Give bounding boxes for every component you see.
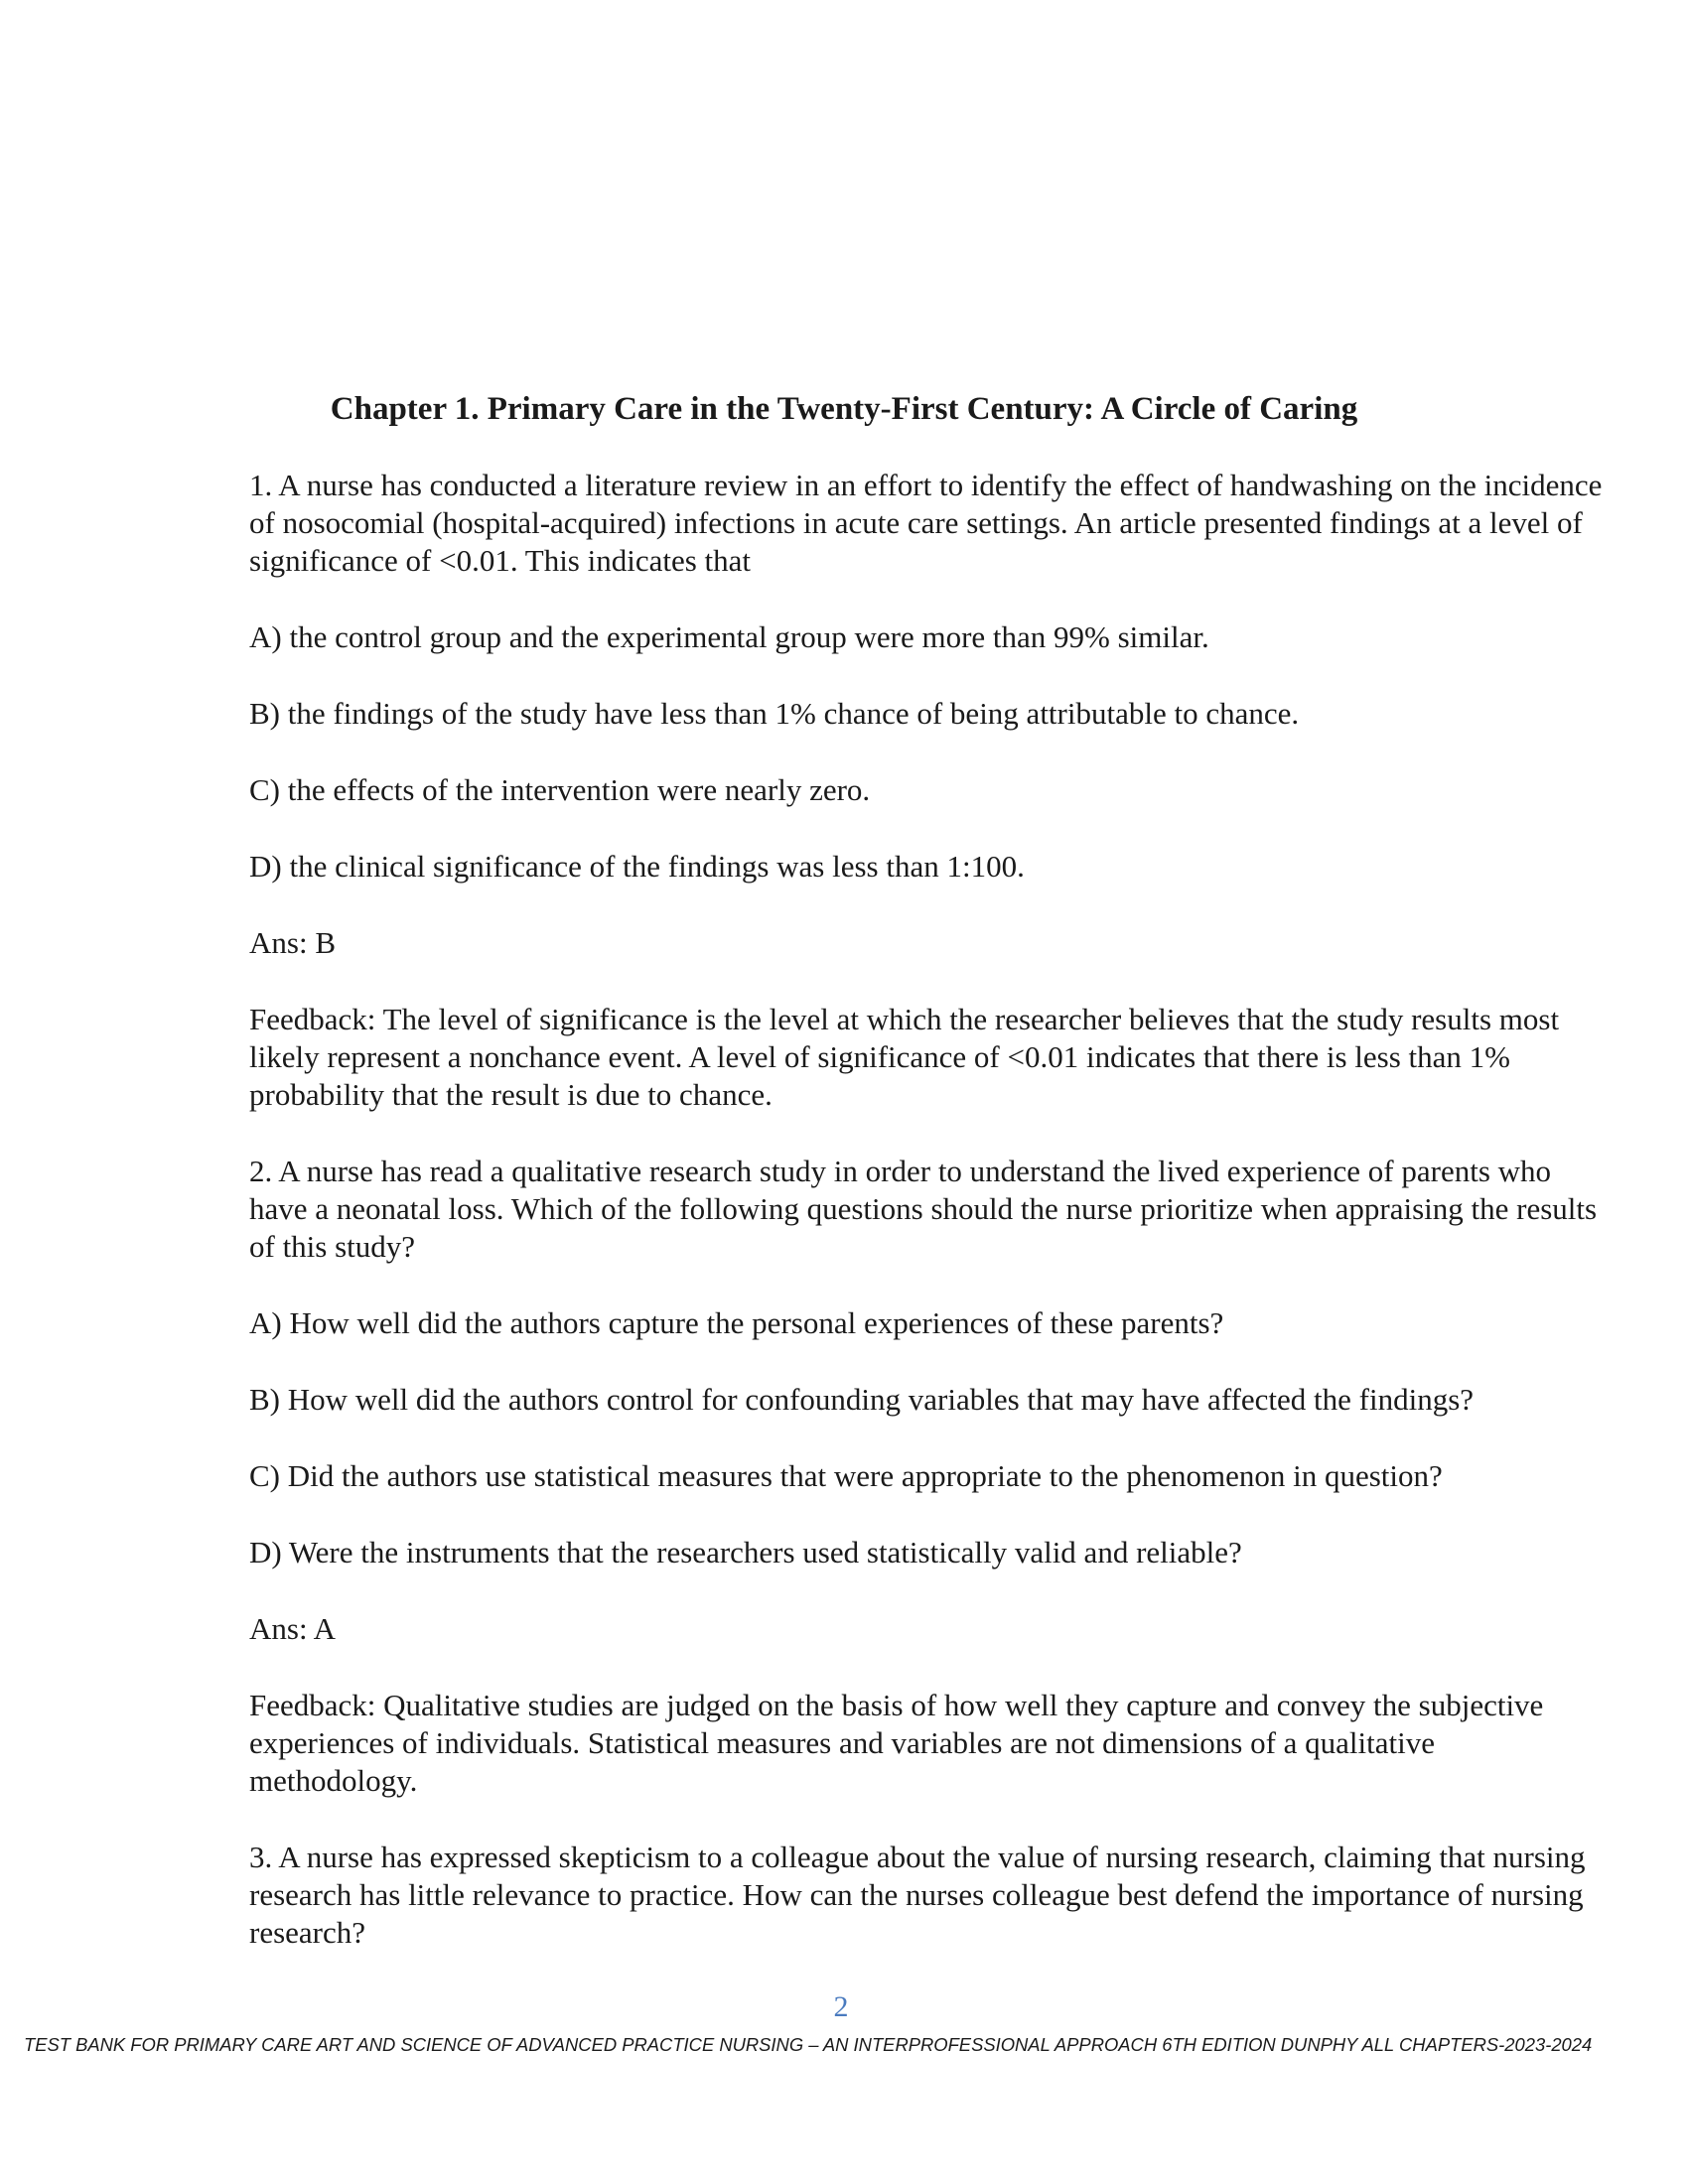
- question-2-stem: 2. A nurse has read a qualitative research study in order to understand the lived experience of parents who have a neonatal loss. Which of the following questions should the nurse prioritize when appraising the results of this study?: [249, 1154, 1598, 1264]
- question-2-answer: Ans: A: [249, 1611, 336, 1646]
- question-1-option-c: C) the effects of the intervention were nearly zero.: [249, 772, 871, 807]
- question-2-feedback: Feedback: Qualitative studies are judged on the basis of how well they capture and convey the subjective experiences of individuals. Statistical measures and variables are not dimensions of a qualitative methodology.: [249, 1688, 1544, 1798]
- chapter-title: Chapter 1. Primary Care in the Twenty-First Century: A Circle of Caring: [330, 391, 1358, 427]
- question-2-option-c: C) Did the authors use statistical measures that were appropriate to the phenomenon in question?: [249, 1458, 1443, 1493]
- question-1-option-d: D) the clinical significance of the findings was less than 1:100.: [249, 849, 1025, 884]
- question-1-answer: Ans: B: [249, 925, 336, 960]
- question-2-option-a: A) How well did the authors capture the personal experiences of these parents?: [249, 1305, 1224, 1340]
- question-1-option-a: A) the control group and the experimental group were more than 99% similar.: [249, 619, 1209, 654]
- question-2-option-d: D) Were the instruments that the researchers used statistically valid and reliable?: [249, 1535, 1242, 1570]
- question-2-option-b: B) How well did the authors control for confounding variables that may have affected the findings?: [249, 1382, 1475, 1417]
- question-1-option-b: B) the findings of the study have less than 1% chance of being attributable to chance.: [249, 696, 1300, 731]
- page-footer: TEST BANK FOR PRIMARY CARE ART AND SCIENCE OF ADVANCED PRACTICE NURSING – AN INTERPROFESSIONAL APPROACH 6TH EDITION DUNPHY ALL CHAPTERS-2023-2024: [24, 2034, 1593, 2055]
- question-1-stem: 1. A nurse has conducted a literature review in an effort to identify the effect of handwashing on the incidence of nosocomial (hospital-acquired) infections in acute care settings. An article presented findings at a level of significance of <0.01. This indicates that: [249, 468, 1603, 578]
- page-number: 2: [833, 1990, 849, 2023]
- document-body: [249, 467, 1610, 1952]
- question-3-stem: 3. A nurse has expressed skepticism to a colleague about the value of nursing research, claiming that nursing research has little relevance to practice. How can the nurses colleague best defend the importance of nursing research?: [249, 1840, 1586, 1950]
- question-1-feedback: Feedback: The level of significance is the level at which the researcher believes that the study results most likely represent a nonchance event. A level of significance of <0.01 indicates that there is less than 1% probability that the result is due to chance.: [249, 1002, 1560, 1112]
